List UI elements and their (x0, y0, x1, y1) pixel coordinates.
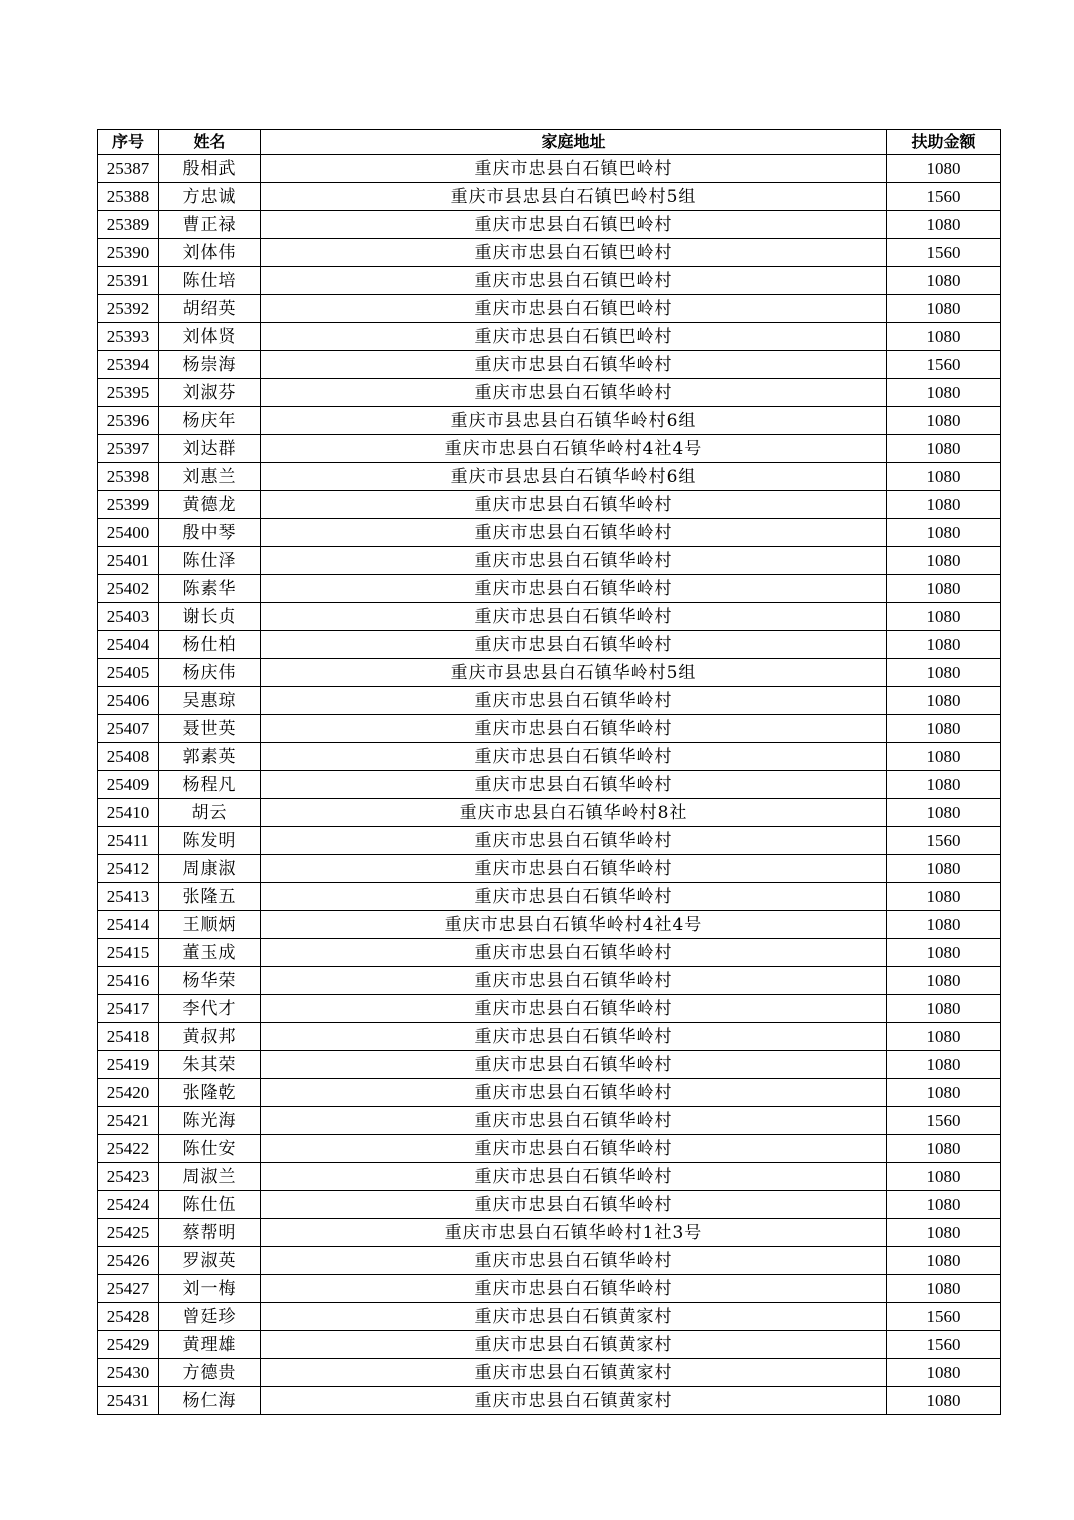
cell-name: 周淑兰 (159, 1163, 261, 1191)
cell-subsidy-amount: 1080 (887, 407, 1001, 435)
table-row (98, 519, 1001, 547)
cell-serial-number: 25397 (98, 435, 159, 463)
table-row (98, 659, 1001, 687)
cell-serial-number: 25419 (98, 1051, 159, 1079)
cell-subsidy-amount: 1080 (887, 1079, 1001, 1107)
cell-subsidy-amount: 1080 (887, 155, 1001, 183)
cell-home-address: 重庆市忠县白石镇华岭村 (261, 743, 887, 771)
cell-home-address: 重庆市忠县白石镇华岭村 (261, 1135, 887, 1163)
cell-serial-number: 25388 (98, 183, 159, 211)
cell-name: 刘一梅 (159, 1275, 261, 1303)
table-row (98, 407, 1001, 435)
table-row (98, 183, 1001, 211)
cell-subsidy-amount: 1080 (887, 743, 1001, 771)
table-row (98, 351, 1001, 379)
cell-home-address: 重庆市忠县白石镇华岭村4社4号 (261, 911, 887, 939)
cell-subsidy-amount: 1080 (887, 967, 1001, 995)
cell-serial-number: 25428 (98, 1303, 159, 1331)
table-row (98, 855, 1001, 883)
table-row (98, 1219, 1001, 1247)
cell-name: 陈仕伍 (159, 1191, 261, 1219)
cell-name: 陈发明 (159, 827, 261, 855)
cell-serial-number: 25399 (98, 491, 159, 519)
table-row (98, 715, 1001, 743)
cell-home-address: 重庆市县忠县白石镇华岭村6组 (261, 407, 887, 435)
cell-home-address: 重庆市忠县白石镇华岭村 (261, 967, 887, 995)
cell-home-address: 重庆市忠县白石镇华岭村 (261, 575, 887, 603)
cell-home-address: 重庆市忠县白石镇巴岭村 (261, 295, 887, 323)
cell-subsidy-amount: 1080 (887, 855, 1001, 883)
cell-name: 谢长贞 (159, 603, 261, 631)
cell-subsidy-amount: 1080 (887, 379, 1001, 407)
cell-subsidy-amount: 1560 (887, 351, 1001, 379)
cell-serial-number: 25393 (98, 323, 159, 351)
cell-name: 殷相武 (159, 155, 261, 183)
cell-serial-number: 25426 (98, 1247, 159, 1275)
cell-subsidy-amount: 1080 (887, 1247, 1001, 1275)
cell-name: 杨程凡 (159, 771, 261, 799)
cell-name: 杨华荣 (159, 967, 261, 995)
cell-home-address: 重庆市忠县白石镇华岭村 (261, 855, 887, 883)
header-subsidy-amount: 扶助金额 (887, 130, 1001, 155)
cell-name: 杨仁海 (159, 1387, 261, 1415)
table-row (98, 995, 1001, 1023)
cell-subsidy-amount: 1080 (887, 603, 1001, 631)
subsidy-table (97, 129, 1001, 1415)
cell-home-address: 重庆市忠县白石镇华岭村 (261, 1191, 887, 1219)
cell-serial-number: 25398 (98, 463, 159, 491)
header-serial-number: 序号 (98, 130, 159, 155)
table-row (98, 239, 1001, 267)
cell-subsidy-amount: 1080 (887, 1023, 1001, 1051)
table-row (98, 295, 1001, 323)
cell-serial-number: 25423 (98, 1163, 159, 1191)
table-row (98, 491, 1001, 519)
cell-subsidy-amount: 1080 (887, 995, 1001, 1023)
cell-subsidy-amount: 1080 (887, 491, 1001, 519)
cell-home-address: 重庆市忠县白石镇黄家村 (261, 1331, 887, 1359)
cell-home-address: 重庆市忠县白石镇华岭村 (261, 939, 887, 967)
table-row (98, 323, 1001, 351)
table-row (98, 1051, 1001, 1079)
table-row (98, 967, 1001, 995)
cell-serial-number: 25405 (98, 659, 159, 687)
cell-name: 刘达群 (159, 435, 261, 463)
cell-name: 杨仕柏 (159, 631, 261, 659)
cell-name: 李代才 (159, 995, 261, 1023)
cell-subsidy-amount: 1080 (887, 883, 1001, 911)
cell-name: 杨庆伟 (159, 659, 261, 687)
cell-home-address: 重庆市忠县白石镇华岭村 (261, 1107, 887, 1135)
table-row (98, 1107, 1001, 1135)
table-row (98, 631, 1001, 659)
cell-serial-number: 25391 (98, 267, 159, 295)
table-row (98, 1163, 1001, 1191)
cell-serial-number: 25390 (98, 239, 159, 267)
cell-home-address: 重庆市县忠县白石镇华岭村6组 (261, 463, 887, 491)
cell-serial-number: 25430 (98, 1359, 159, 1387)
cell-serial-number: 25416 (98, 967, 159, 995)
cell-name: 张隆乾 (159, 1079, 261, 1107)
cell-serial-number: 25431 (98, 1387, 159, 1415)
cell-name: 朱其荣 (159, 1051, 261, 1079)
table-row (98, 575, 1001, 603)
cell-serial-number: 25413 (98, 883, 159, 911)
cell-name: 陈仕泽 (159, 547, 261, 575)
cell-serial-number: 25425 (98, 1219, 159, 1247)
cell-home-address: 重庆市忠县白石镇华岭村1社3号 (261, 1219, 887, 1247)
table-row (98, 603, 1001, 631)
cell-subsidy-amount: 1080 (887, 519, 1001, 547)
cell-name: 聂世英 (159, 715, 261, 743)
cell-name: 王顺炳 (159, 911, 261, 939)
cell-serial-number: 25421 (98, 1107, 159, 1135)
table-row (98, 939, 1001, 967)
table-row (98, 1079, 1001, 1107)
cell-serial-number: 25414 (98, 911, 159, 939)
cell-home-address: 重庆市县忠县白石镇巴岭村5组 (261, 183, 887, 211)
cell-subsidy-amount: 1080 (887, 211, 1001, 239)
cell-name: 方忠诚 (159, 183, 261, 211)
cell-subsidy-amount: 1080 (887, 267, 1001, 295)
table-row (98, 743, 1001, 771)
table-row (98, 827, 1001, 855)
cell-subsidy-amount: 1080 (887, 631, 1001, 659)
cell-home-address: 重庆市忠县白石镇黄家村 (261, 1359, 887, 1387)
cell-subsidy-amount: 1080 (887, 547, 1001, 575)
cell-home-address: 重庆市忠县白石镇华岭村 (261, 1023, 887, 1051)
cell-subsidy-amount: 1080 (887, 295, 1001, 323)
cell-serial-number: 25410 (98, 799, 159, 827)
cell-home-address: 重庆市忠县白石镇巴岭村 (261, 239, 887, 267)
cell-subsidy-amount: 1080 (887, 1051, 1001, 1079)
cell-serial-number: 25406 (98, 687, 159, 715)
table-row (98, 1023, 1001, 1051)
cell-subsidy-amount: 1080 (887, 799, 1001, 827)
cell-name: 殷中琴 (159, 519, 261, 547)
table-row (98, 379, 1001, 407)
table-row (98, 883, 1001, 911)
cell-name: 罗淑英 (159, 1247, 261, 1275)
cell-home-address: 重庆市忠县白石镇华岭村 (261, 519, 887, 547)
table-row (98, 1191, 1001, 1219)
table-row (98, 463, 1001, 491)
cell-home-address: 重庆市忠县白石镇华岭村 (261, 1163, 887, 1191)
cell-home-address: 重庆市县忠县白石镇华岭村5组 (261, 659, 887, 687)
table-row (98, 211, 1001, 239)
table-row (98, 155, 1001, 183)
cell-name: 黄理雄 (159, 1331, 261, 1359)
table-row (98, 911, 1001, 939)
cell-name: 刘体伟 (159, 239, 261, 267)
cell-name: 蔡帮明 (159, 1219, 261, 1247)
cell-subsidy-amount: 1560 (887, 1303, 1001, 1331)
cell-home-address: 重庆市忠县白石镇黄家村 (261, 1387, 887, 1415)
table-row (98, 435, 1001, 463)
cell-home-address: 重庆市忠县白石镇华岭村 (261, 883, 887, 911)
cell-serial-number: 25392 (98, 295, 159, 323)
cell-home-address: 重庆市忠县白石镇华岭村 (261, 827, 887, 855)
cell-home-address: 重庆市忠县白石镇华岭村 (261, 547, 887, 575)
cell-subsidy-amount: 1560 (887, 1107, 1001, 1135)
cell-name: 方德贵 (159, 1359, 261, 1387)
cell-subsidy-amount: 1080 (887, 1359, 1001, 1387)
cell-subsidy-amount: 1080 (887, 1275, 1001, 1303)
cell-home-address: 重庆市忠县白石镇华岭村 (261, 1247, 887, 1275)
cell-serial-number: 25387 (98, 155, 159, 183)
table-row (98, 1275, 1001, 1303)
table-body (98, 155, 1001, 1415)
cell-serial-number: 25401 (98, 547, 159, 575)
cell-subsidy-amount: 1080 (887, 715, 1001, 743)
cell-subsidy-amount: 1080 (887, 435, 1001, 463)
cell-serial-number: 25409 (98, 771, 159, 799)
table-row (98, 687, 1001, 715)
cell-name: 刘体贤 (159, 323, 261, 351)
cell-name: 黄叔邦 (159, 1023, 261, 1051)
cell-serial-number: 25427 (98, 1275, 159, 1303)
cell-serial-number: 25424 (98, 1191, 159, 1219)
cell-serial-number: 25394 (98, 351, 159, 379)
cell-name: 张隆五 (159, 883, 261, 911)
cell-subsidy-amount: 1080 (887, 771, 1001, 799)
cell-home-address: 重庆市忠县白石镇华岭村 (261, 995, 887, 1023)
cell-serial-number: 25420 (98, 1079, 159, 1107)
cell-serial-number: 25415 (98, 939, 159, 967)
cell-home-address: 重庆市忠县白石镇华岭村8社 (261, 799, 887, 827)
cell-subsidy-amount: 1080 (887, 463, 1001, 491)
cell-name: 曾廷珍 (159, 1303, 261, 1331)
cell-name: 曹正禄 (159, 211, 261, 239)
cell-serial-number: 25417 (98, 995, 159, 1023)
table-row (98, 1247, 1001, 1275)
cell-subsidy-amount: 1080 (887, 687, 1001, 715)
cell-name: 陈素华 (159, 575, 261, 603)
cell-subsidy-amount: 1080 (887, 323, 1001, 351)
cell-home-address: 重庆市忠县白石镇黄家村 (261, 1303, 887, 1331)
cell-name: 杨崇海 (159, 351, 261, 379)
table-row (98, 267, 1001, 295)
cell-subsidy-amount: 1080 (887, 575, 1001, 603)
cell-serial-number: 25418 (98, 1023, 159, 1051)
table-row (98, 799, 1001, 827)
cell-home-address: 重庆市忠县白石镇华岭村 (261, 491, 887, 519)
cell-home-address: 重庆市忠县白石镇华岭村 (261, 351, 887, 379)
cell-serial-number: 25408 (98, 743, 159, 771)
cell-subsidy-amount: 1080 (887, 939, 1001, 967)
cell-serial-number: 25402 (98, 575, 159, 603)
cell-home-address: 重庆市忠县白石镇华岭村 (261, 379, 887, 407)
cell-name: 郭素英 (159, 743, 261, 771)
cell-serial-number: 25400 (98, 519, 159, 547)
cell-home-address: 重庆市忠县白石镇华岭村 (261, 1051, 887, 1079)
table-row (98, 1331, 1001, 1359)
cell-serial-number: 25411 (98, 827, 159, 855)
table-row (98, 1387, 1001, 1415)
table-row (98, 771, 1001, 799)
cell-subsidy-amount: 1080 (887, 1135, 1001, 1163)
table-header-row (98, 130, 1001, 155)
cell-name: 董玉成 (159, 939, 261, 967)
table-row (98, 1303, 1001, 1331)
cell-serial-number: 25429 (98, 1331, 159, 1359)
cell-home-address: 重庆市忠县白石镇华岭村 (261, 687, 887, 715)
cell-serial-number: 25422 (98, 1135, 159, 1163)
cell-home-address: 重庆市忠县白石镇华岭村 (261, 1275, 887, 1303)
table-row (98, 547, 1001, 575)
cell-name: 杨庆年 (159, 407, 261, 435)
cell-home-address: 重庆市忠县白石镇华岭村4社4号 (261, 435, 887, 463)
cell-subsidy-amount: 1080 (887, 1387, 1001, 1415)
cell-serial-number: 25412 (98, 855, 159, 883)
cell-subsidy-amount: 1560 (887, 183, 1001, 211)
cell-subsidy-amount: 1560 (887, 239, 1001, 267)
cell-name: 吴惠琼 (159, 687, 261, 715)
table-row (98, 1135, 1001, 1163)
header-name: 姓名 (159, 130, 261, 155)
cell-name: 周康淑 (159, 855, 261, 883)
cell-home-address: 重庆市忠县白石镇巴岭村 (261, 155, 887, 183)
header-home-address: 家庭地址 (261, 130, 887, 155)
cell-serial-number: 25389 (98, 211, 159, 239)
cell-serial-number: 25407 (98, 715, 159, 743)
cell-name: 黄德龙 (159, 491, 261, 519)
cell-name: 刘淑芬 (159, 379, 261, 407)
cell-serial-number: 25404 (98, 631, 159, 659)
table-row (98, 1359, 1001, 1387)
cell-home-address: 重庆市忠县白石镇华岭村 (261, 715, 887, 743)
cell-name: 陈仕安 (159, 1135, 261, 1163)
cell-subsidy-amount: 1080 (887, 1163, 1001, 1191)
cell-serial-number: 25403 (98, 603, 159, 631)
cell-subsidy-amount: 1080 (887, 1219, 1001, 1247)
cell-name: 陈仕培 (159, 267, 261, 295)
cell-home-address: 重庆市忠县白石镇华岭村 (261, 771, 887, 799)
cell-subsidy-amount: 1560 (887, 1331, 1001, 1359)
cell-home-address: 重庆市忠县白石镇华岭村 (261, 1079, 887, 1107)
cell-name: 陈光海 (159, 1107, 261, 1135)
cell-name: 刘惠兰 (159, 463, 261, 491)
cell-home-address: 重庆市忠县白石镇巴岭村 (261, 323, 887, 351)
cell-subsidy-amount: 1080 (887, 911, 1001, 939)
cell-subsidy-amount: 1080 (887, 659, 1001, 687)
cell-serial-number: 25395 (98, 379, 159, 407)
cell-home-address: 重庆市忠县白石镇巴岭村 (261, 211, 887, 239)
cell-name: 胡云 (159, 799, 261, 827)
cell-home-address: 重庆市忠县白石镇华岭村 (261, 603, 887, 631)
cell-subsidy-amount: 1080 (887, 1191, 1001, 1219)
cell-subsidy-amount: 1560 (887, 827, 1001, 855)
cell-home-address: 重庆市忠县白石镇巴岭村 (261, 267, 887, 295)
cell-serial-number: 25396 (98, 407, 159, 435)
cell-home-address: 重庆市忠县白石镇华岭村 (261, 631, 887, 659)
cell-name: 胡绍英 (159, 295, 261, 323)
